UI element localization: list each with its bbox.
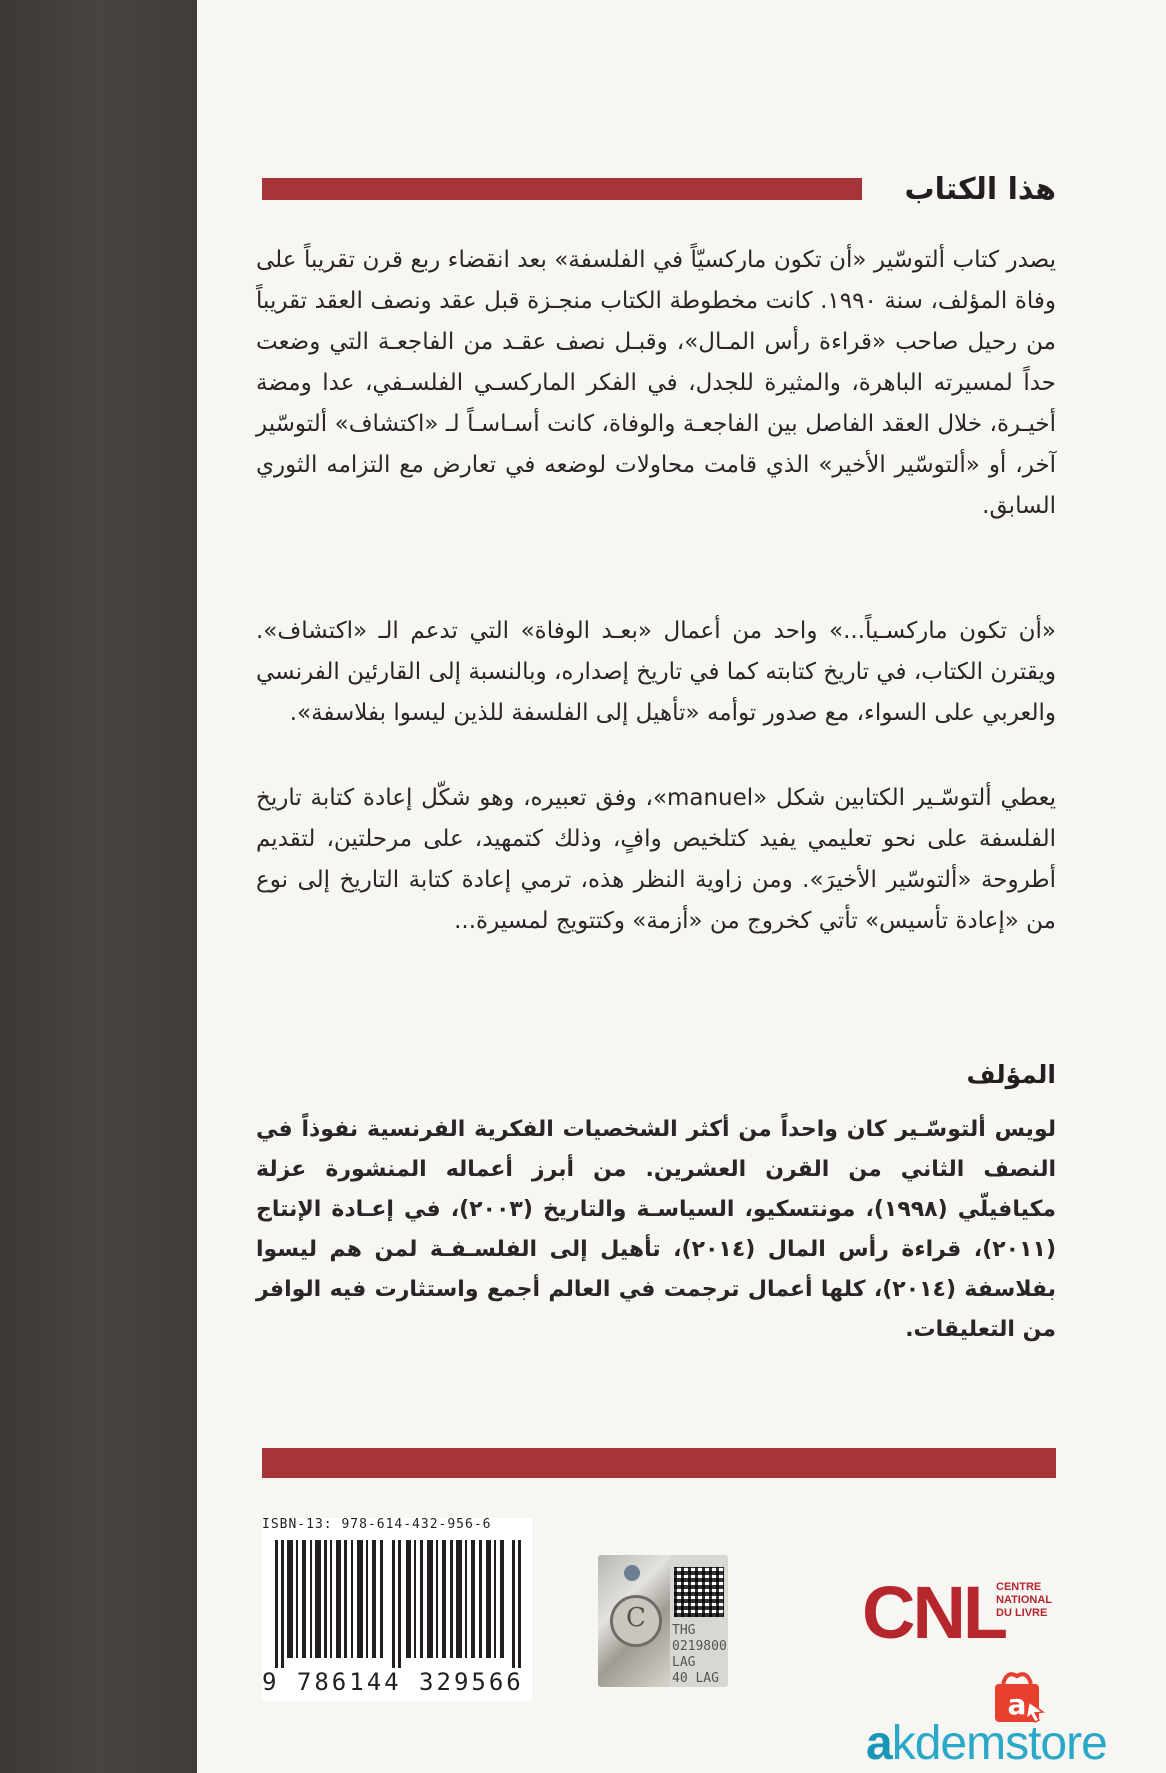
barcode-icon bbox=[275, 1540, 521, 1668]
cnl-logo-subtitle bbox=[996, 1581, 1076, 1620]
hologram-label bbox=[598, 1555, 670, 1687]
book-paragraph-2: «أن تكون ماركسـياً...» واحد من أعمال «بعـد الوفاة» التي تدعم الـ «اكتشاف». ويقترن الكتاب، في تاريخ كتابته كما في تاريخ إصداره، وبالنسبة إلى القارئين الفرنسي والعربي على السواء، مع صدور توأمه «تأهيل إلى الفلسفة للذين ليسوا بفلاسفة». bbox=[256, 618, 1056, 726]
footer-divider-bar bbox=[262, 1448, 1056, 1478]
book-spine bbox=[0, 0, 197, 1773]
isbn-label: ISBN-13: 978-614-432-956-6 bbox=[262, 1517, 492, 1532]
book-paragraph-3: يعطي ألتوسّـير الكتابين شكل «manuel»، وفق تعبيره، وهو شكّل إعادة كتابة تاريخ الفلسفة على نحو تعليمي يفيد كتلخيص وافٍ، وذلك كتمهيد، على مرحلتين، لتقديم أطروحة «ألتوسّير الأخيرَ». ومن زاوية النظر هذه، ترمي إعادة كتابة التاريخ إلى نوع من «إعادة تأسيس» تأتي كخروج من «أزمة» وكتتويج لمسيرة... bbox=[256, 785, 1056, 934]
sticker-code-line: THG bbox=[672, 1623, 696, 1638]
hologram-seal-icon: C bbox=[610, 1595, 662, 1647]
svg-text:a: a bbox=[1007, 1688, 1027, 1721]
store-name-prefix: a bbox=[866, 1717, 892, 1770]
book-section-header bbox=[256, 168, 1056, 212]
book-section-title: هذا الكتاب bbox=[904, 172, 1056, 207]
author-paragraph: لويس ألتوسّـير كان واحداً من أكثر الشخصيات الفكرية الفرنسية نفوذاً في النصف الثاني من القرن العشرين. من أبرز أعماله المنشورة عزلة مكيافيلّي (١٩٩٨)، مونتسكيو، السياسـة والتاريخ (٢٠٠٣)، في إعـادة الإنتاج (٢٠١١)، قراءة رأس المال (٢٠١٤)، تأهيل إلى الفلسـفـة لمن هم ليسوا بفلاسفة (٢٠١٤)، كلها أعمال ترجمت في العالم أجمع واستثارت فيه الوافر من التعليقات. bbox=[256, 1117, 1056, 1342]
cnl-subtitle-line: NATIONAL bbox=[996, 1594, 1053, 1606]
barcode-digits: 9 786144 329566 bbox=[262, 1668, 524, 1696]
qr-code-icon bbox=[674, 1567, 724, 1617]
sticker-code bbox=[672, 1623, 728, 1687]
sticker-code-line: 0219800 bbox=[672, 1639, 727, 1654]
sticker-code-line: LAG bbox=[672, 1655, 696, 1670]
hologram-dot-icon bbox=[624, 1565, 640, 1581]
cnl-logo bbox=[862, 1571, 1053, 1663]
book-paragraph-1: يصدر كتاب ألتوسّير «أن تكون ماركسيّاً في الفلسفة» بعد انقضاء ربع قرن تقريباً على وفاة المؤلف، سنة ١٩٩٠. كانت مخطوطة الكتاب منجـزة قبل عقد ونصف العقد تقريباً من رحيل صاحب «قراءة رأس المـال»، وقبـل نصف عقـد من الفاجعـة التي وضعت حداً لمسيرته الباهرة، والمثيرة للجدل، في الفكر الماركسـي الفلسـفي، عدا ومضة أخيـرة، خلال العقد الفاصل بين الفاجعـة والوفاة، كانت أسـاسـاً لـ «اكتشاف» ألتوسّير آخر، أو «ألتوسّير الأخير» الذي قامت محاولات لوضعه في تعارض مع التزامه الثوري السابق. bbox=[256, 247, 1057, 519]
cnl-logo-letters: CNL bbox=[862, 1571, 1006, 1654]
cnl-subtitle-line: DU LIVRE bbox=[996, 1607, 1048, 1619]
sticker-code-line: 40 LAG bbox=[672, 1671, 719, 1686]
store-name-rest: kdemstore bbox=[891, 1717, 1107, 1770]
author-section-title: المؤلف bbox=[966, 1060, 1056, 1089]
store-watermark bbox=[866, 1716, 1107, 1772]
cnl-subtitle-line: CENTRE bbox=[996, 1581, 1042, 1593]
security-sticker bbox=[598, 1555, 728, 1687]
